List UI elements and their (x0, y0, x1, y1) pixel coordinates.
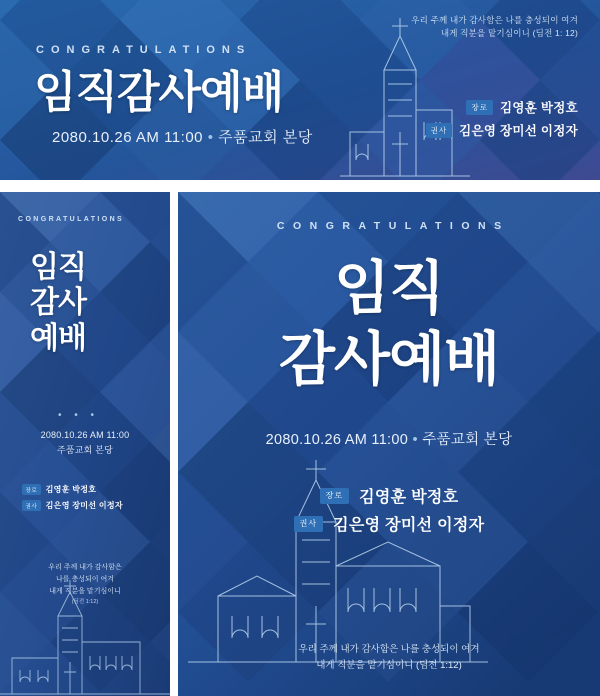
name-values: 김은영 장미선 이정자 (459, 124, 578, 138)
left-title-line: 임직 (30, 251, 86, 284)
right-verse (178, 642, 600, 674)
left-title-line: 예배 (30, 321, 86, 355)
name-row (22, 484, 123, 495)
name-row (426, 121, 578, 139)
role-badge: 장로 (466, 100, 493, 115)
left-name-list (22, 484, 123, 516)
right-separator: • (412, 432, 418, 448)
left-poster (0, 192, 170, 696)
horizontal-divider (0, 180, 600, 192)
role-badge: 장로 (320, 488, 349, 504)
verse-line: 내게 직분을 맡기심이니 (49, 587, 121, 595)
banner-meta (52, 126, 313, 147)
name-values: 김은영 장미선 이정자 (45, 501, 123, 510)
verse-line: 내게 직분을 맡기심이니 (딤전 1:12) (316, 659, 462, 671)
banner-datetime: 2080.10.26 AM 11:00 (52, 129, 204, 146)
left-eyebrow: CONGRATULATIONS (18, 216, 125, 223)
right-title-line: 임직 (333, 256, 445, 321)
right-datetime: 2080.10.26 AM 11:00 (265, 432, 409, 448)
left-title (30, 250, 86, 356)
name-row (426, 98, 578, 116)
role-badge: 장로 (22, 484, 41, 495)
name-values: 김영훈 박정호 (499, 101, 578, 115)
verse-line: 내게 직분을 맡기심이니 (딤전 1: 12) (440, 28, 578, 39)
name-values: 김영훈 박정호 (45, 485, 97, 494)
name-row (178, 512, 600, 535)
name-row (22, 500, 123, 511)
verse-line: 나를 충성되이 여겨 (56, 575, 114, 583)
left-venue: 주품교회 본당 (56, 445, 114, 456)
right-poster (178, 192, 600, 696)
verse-line: 우리 주께 내가 감사함은 (48, 564, 122, 571)
right-title (178, 254, 600, 396)
banner-separator: • (207, 129, 214, 146)
role-badge: 권사 (294, 516, 323, 532)
banner-venue: 주품교회 본당 (218, 129, 313, 146)
right-name-list (178, 484, 600, 540)
left-meta (0, 428, 170, 459)
banner-name-list (426, 98, 578, 144)
right-eyebrow: CONGRATULATIONS (276, 220, 510, 232)
left-datetime: 2080.10.26 AM 11:00 (40, 430, 130, 440)
banner-poster (0, 0, 600, 180)
verse-line: 우리 주께 내가 감사함은 나를 충성되이 여겨 (411, 15, 578, 25)
banner-eyebrow: CONGRATULATIONS (36, 44, 252, 56)
right-venue: 주품교회 본당 (422, 432, 513, 448)
left-title-line: 감사 (30, 286, 86, 320)
banner-verse (411, 14, 578, 40)
right-meta (178, 428, 600, 449)
role-badge: 권사 (22, 500, 41, 511)
name-values: 김영훈 박정호 (359, 489, 459, 506)
name-row (178, 484, 600, 507)
vertical-divider (170, 192, 178, 696)
left-verse (0, 562, 170, 607)
verse-reference: (딤전 1:12) (71, 598, 99, 605)
left-dot-divider: • • • (58, 410, 100, 421)
name-values: 김은영 장미선 이정자 (333, 517, 485, 534)
role-badge: 권사 (426, 123, 453, 138)
banner-title: 임직감사예배 (34, 68, 284, 117)
right-title-line: 감사예배 (278, 326, 500, 392)
verse-line: 우리 주께 내가 감사함은 나를 충성되이 여겨 (298, 643, 480, 655)
